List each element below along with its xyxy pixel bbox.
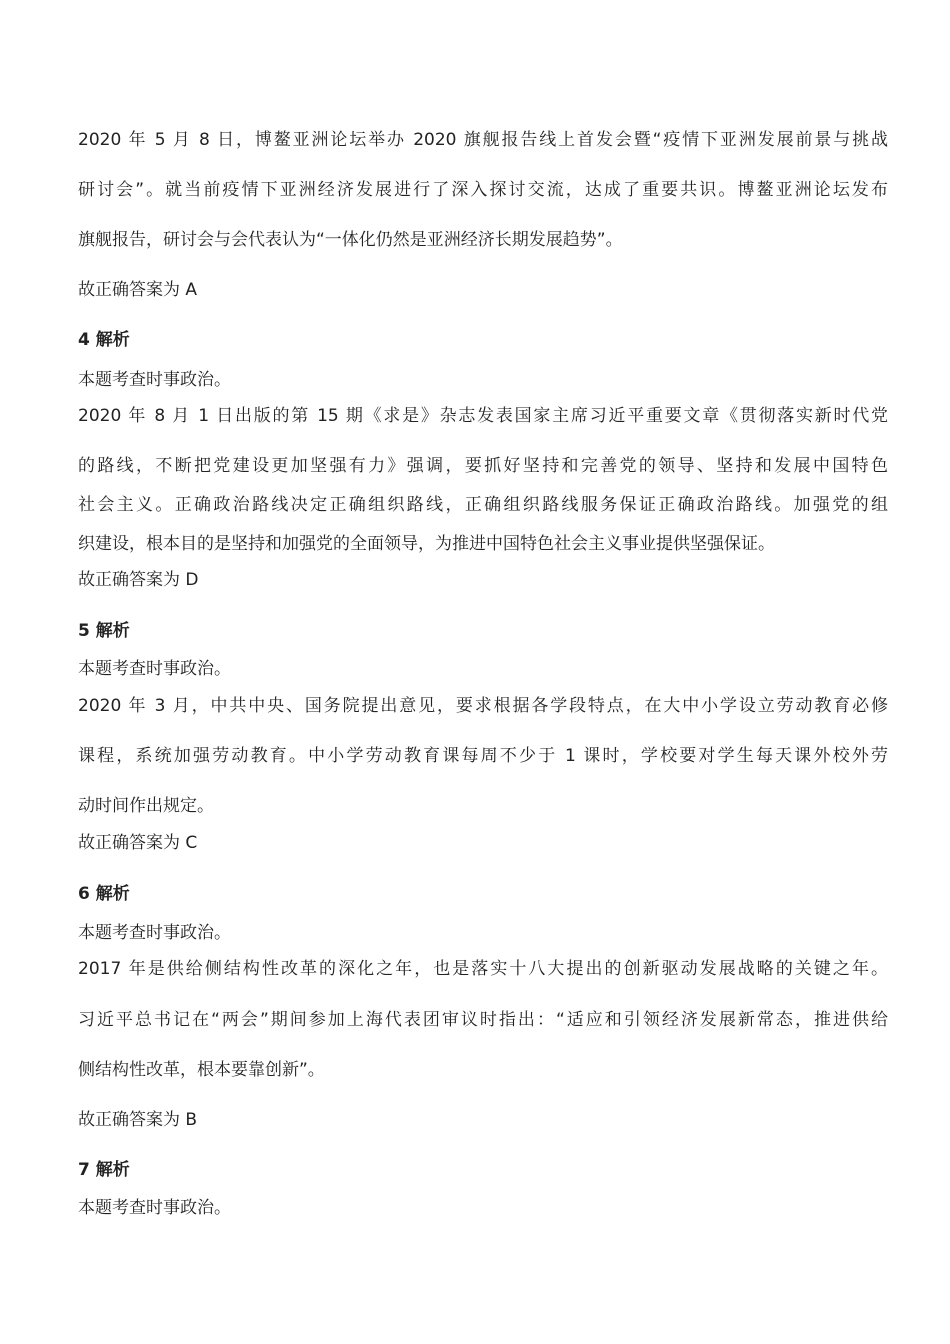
topic-line: 本题考查时事政治。: [78, 370, 231, 390]
paragraph-line: 的路线，不断把党建设更加坚强有力》强调，要抓好坚持和完善党的领导、坚持和发展中国特色: [78, 456, 888, 476]
topic-line: 本题考查时事政治。: [78, 659, 231, 679]
section-heading: 4 解析: [78, 330, 130, 350]
paragraph-line: 2020 年 3 月，中共中央、国务院提出意见，要求根据各学段特点，在大中小学设立劳动教育必修: [78, 696, 888, 716]
paragraph-line: 侧结构性改革，根本要靠创新”。: [78, 1060, 325, 1080]
answer-line: 故正确答案为 A: [78, 280, 198, 300]
section-heading: 7 解析: [78, 1160, 130, 1180]
section-heading: 5 解析: [78, 621, 130, 641]
paragraph-line: 旗舰报告，研讨会与会代表认为“一体化仍然是亚洲经济长期发展趋势”。: [78, 230, 623, 250]
topic-line: 本题考查时事政治。: [78, 1198, 231, 1218]
paragraph-line: 织建设，根本目的是坚持和加强党的全面领导，为推进中国特色社会主义事业提供坚强保证。: [78, 534, 775, 554]
answer-line: 故正确答案为 C: [78, 833, 198, 853]
answer-line: 故正确答案为 D: [78, 570, 199, 590]
paragraph-line: 2020 年 8 月 1 日出版的第 15 期《求是》杂志发表国家主席习近平重要文章《贯彻落实新时代党: [78, 406, 888, 426]
paragraph-line: 习近平总书记在“两会”期间参加上海代表团审议时指出：“适应和引领经济发展新常态，推进供给: [78, 1010, 888, 1030]
paragraph-line: 动时间作出规定。: [78, 796, 214, 816]
paragraph-line: 2020 年 5 月 8 日，博鳌亚洲论坛举办 2020 旗舰报告线上首发会暨“疫情下亚洲发展前景与挑战: [78, 130, 888, 150]
topic-line: 本题考查时事政治。: [78, 923, 231, 943]
paragraph-line: 研讨会”。就当前疫情下亚洲经济发展进行了深入探讨交流，达成了重要共识。博鳌亚洲论坛发布: [78, 180, 888, 200]
paragraph-line: 社会主义。正确政治路线决定正确组织路线，正确组织路线服务保证正确政治路线。加强党的组: [78, 495, 888, 515]
section-heading: 6 解析: [78, 884, 130, 904]
paragraph-line: 2017 年是供给侧结构性改革的深化之年，也是落实十八大提出的创新驱动发展战略的关键之年。: [78, 959, 888, 979]
paragraph-line: 课程，系统加强劳动教育。中小学劳动教育课每周不少于 1 课时，学校要对学生每天课外校外劳: [78, 746, 888, 766]
answer-line: 故正确答案为 B: [78, 1110, 198, 1130]
